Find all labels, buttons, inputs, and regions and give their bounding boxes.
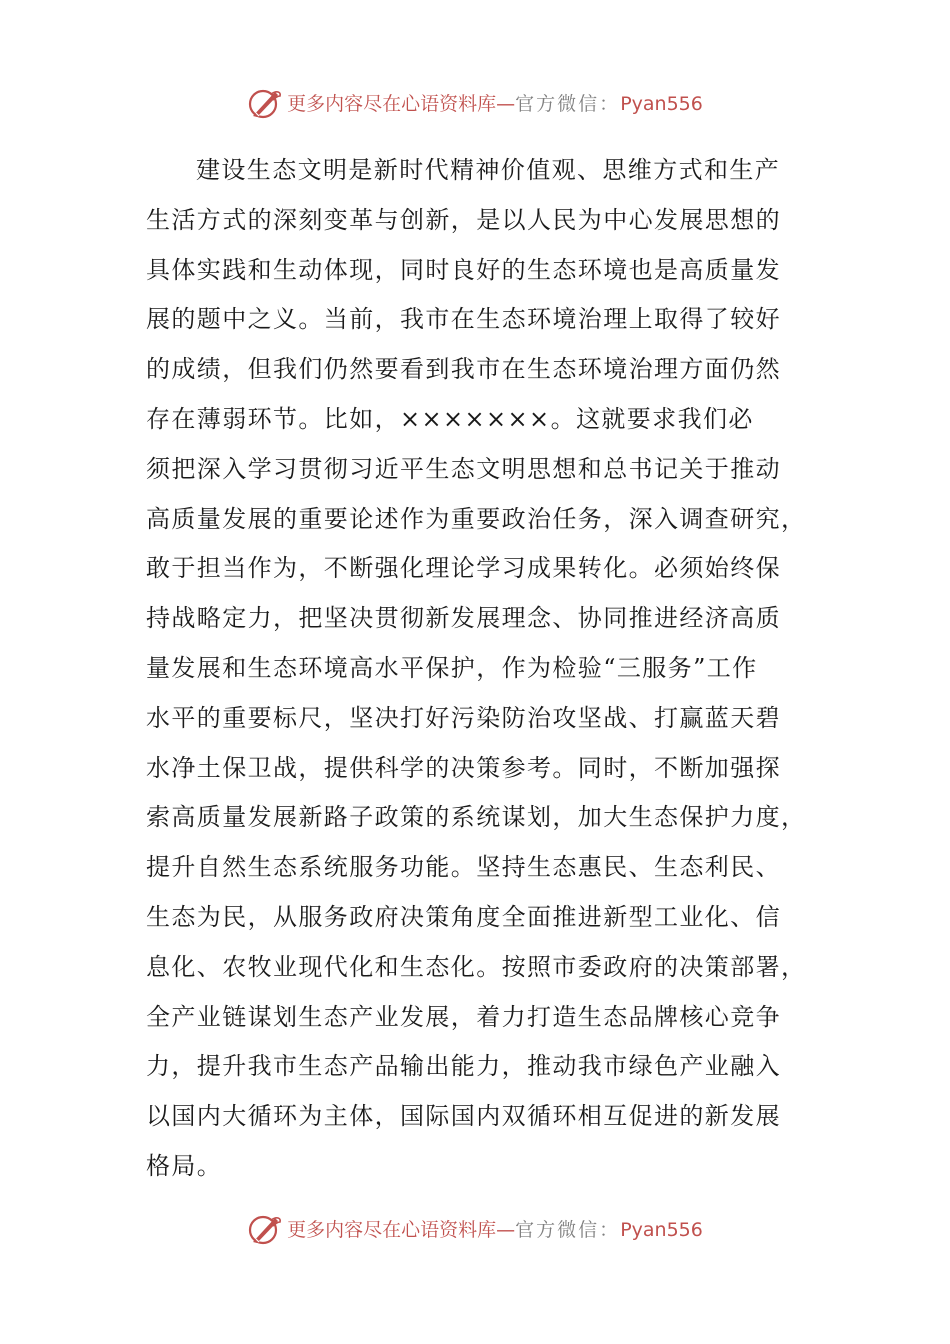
paragraph-line: 提升自然生态系统服务功能。坚持生态惠民、生态利民、 bbox=[146, 853, 781, 882]
paragraph-line: 的成绩，但我们仍然要看到我市在生态环境治理方面仍然 bbox=[146, 355, 781, 384]
paragraph-line: 建设生态文明是新时代精神价值观、思维方式和生产 bbox=[196, 156, 781, 184]
paragraph-line: 以国内大循环为主体，国际国内双循环相互促进的新发展 bbox=[146, 1102, 781, 1131]
paragraph-line: 高质量发展的重要论述作为重要政治任务，深入调查研究， bbox=[146, 504, 807, 533]
quill-logo-icon bbox=[247, 86, 283, 122]
paragraph-line: 息化、农牧业现代化和生态化。按照市委政府的决策部署， bbox=[146, 952, 807, 981]
banner-wechat-id: Pyan556 bbox=[620, 93, 703, 115]
paragraph-line: 生态为民，从服务政府决策角度全面推进新型工业化、信 bbox=[146, 902, 781, 931]
paragraph-line: 持战略定力，把坚决贯彻新发展理念、协同推进经济高质 bbox=[146, 604, 781, 633]
paragraph-line: 全产业链谋划生态产业发展，着力打造生态品牌核心竞争 bbox=[146, 1002, 781, 1031]
banner-text bbox=[287, 1218, 703, 1242]
banner-library-text: 更多内容尽在心语资料库 bbox=[287, 1219, 497, 1241]
paragraph-line: 水净土保卫战，提供科学的决策参考。同时，不断加强探 bbox=[146, 753, 781, 782]
paragraph-line: 力，提升我市生态产品输出能力，推动我市绿色产业融入 bbox=[146, 1052, 781, 1081]
document-body bbox=[146, 146, 808, 1192]
banner-dash: — bbox=[496, 93, 516, 115]
footer-banner bbox=[0, 1210, 950, 1250]
banner-dash: — bbox=[496, 1219, 516, 1241]
paragraph-line: 索高质量发展新路子政策的系统谋划，加大生态保护力度， bbox=[146, 803, 807, 832]
paragraph-line: 敢于担当作为，不断强化理论学习成果转化。必须始终保 bbox=[146, 554, 781, 583]
paragraph-line: 格局。 bbox=[146, 1151, 223, 1180]
paragraph-line: 水平的重要标尺，坚决打好污染防治攻坚战、打赢蓝天碧 bbox=[146, 703, 781, 732]
quill-logo-icon bbox=[247, 1212, 283, 1248]
paragraph-line: 量发展和生态环境高水平保护，作为检验“三服务”工作 bbox=[146, 653, 758, 682]
paragraph-line: 存在薄弱环节。比如，×××××××。这就要求我们必 bbox=[146, 404, 754, 433]
paragraph-line: 展的题中之义。当前，我市在生态环境治理上取得了较好 bbox=[146, 305, 781, 334]
paragraph-line: 具体实践和生动体现，同时良好的生态环境也是高质量发 bbox=[146, 255, 781, 284]
header-banner bbox=[0, 84, 950, 124]
banner-wechat-label: 官方微信： bbox=[515, 93, 621, 115]
paragraph-line: 须把深入学习贯彻习近平生态文明思想和总书记关于推动 bbox=[146, 454, 781, 483]
banner-text bbox=[287, 92, 703, 116]
banner-wechat-label: 官方微信： bbox=[515, 1219, 621, 1241]
banner-wechat-id: Pyan556 bbox=[620, 1219, 703, 1241]
banner-library-text: 更多内容尽在心语资料库 bbox=[287, 93, 497, 115]
paragraph-line: 生活方式的深刻变革与创新，是以人民为中心发展思想的 bbox=[146, 205, 781, 234]
